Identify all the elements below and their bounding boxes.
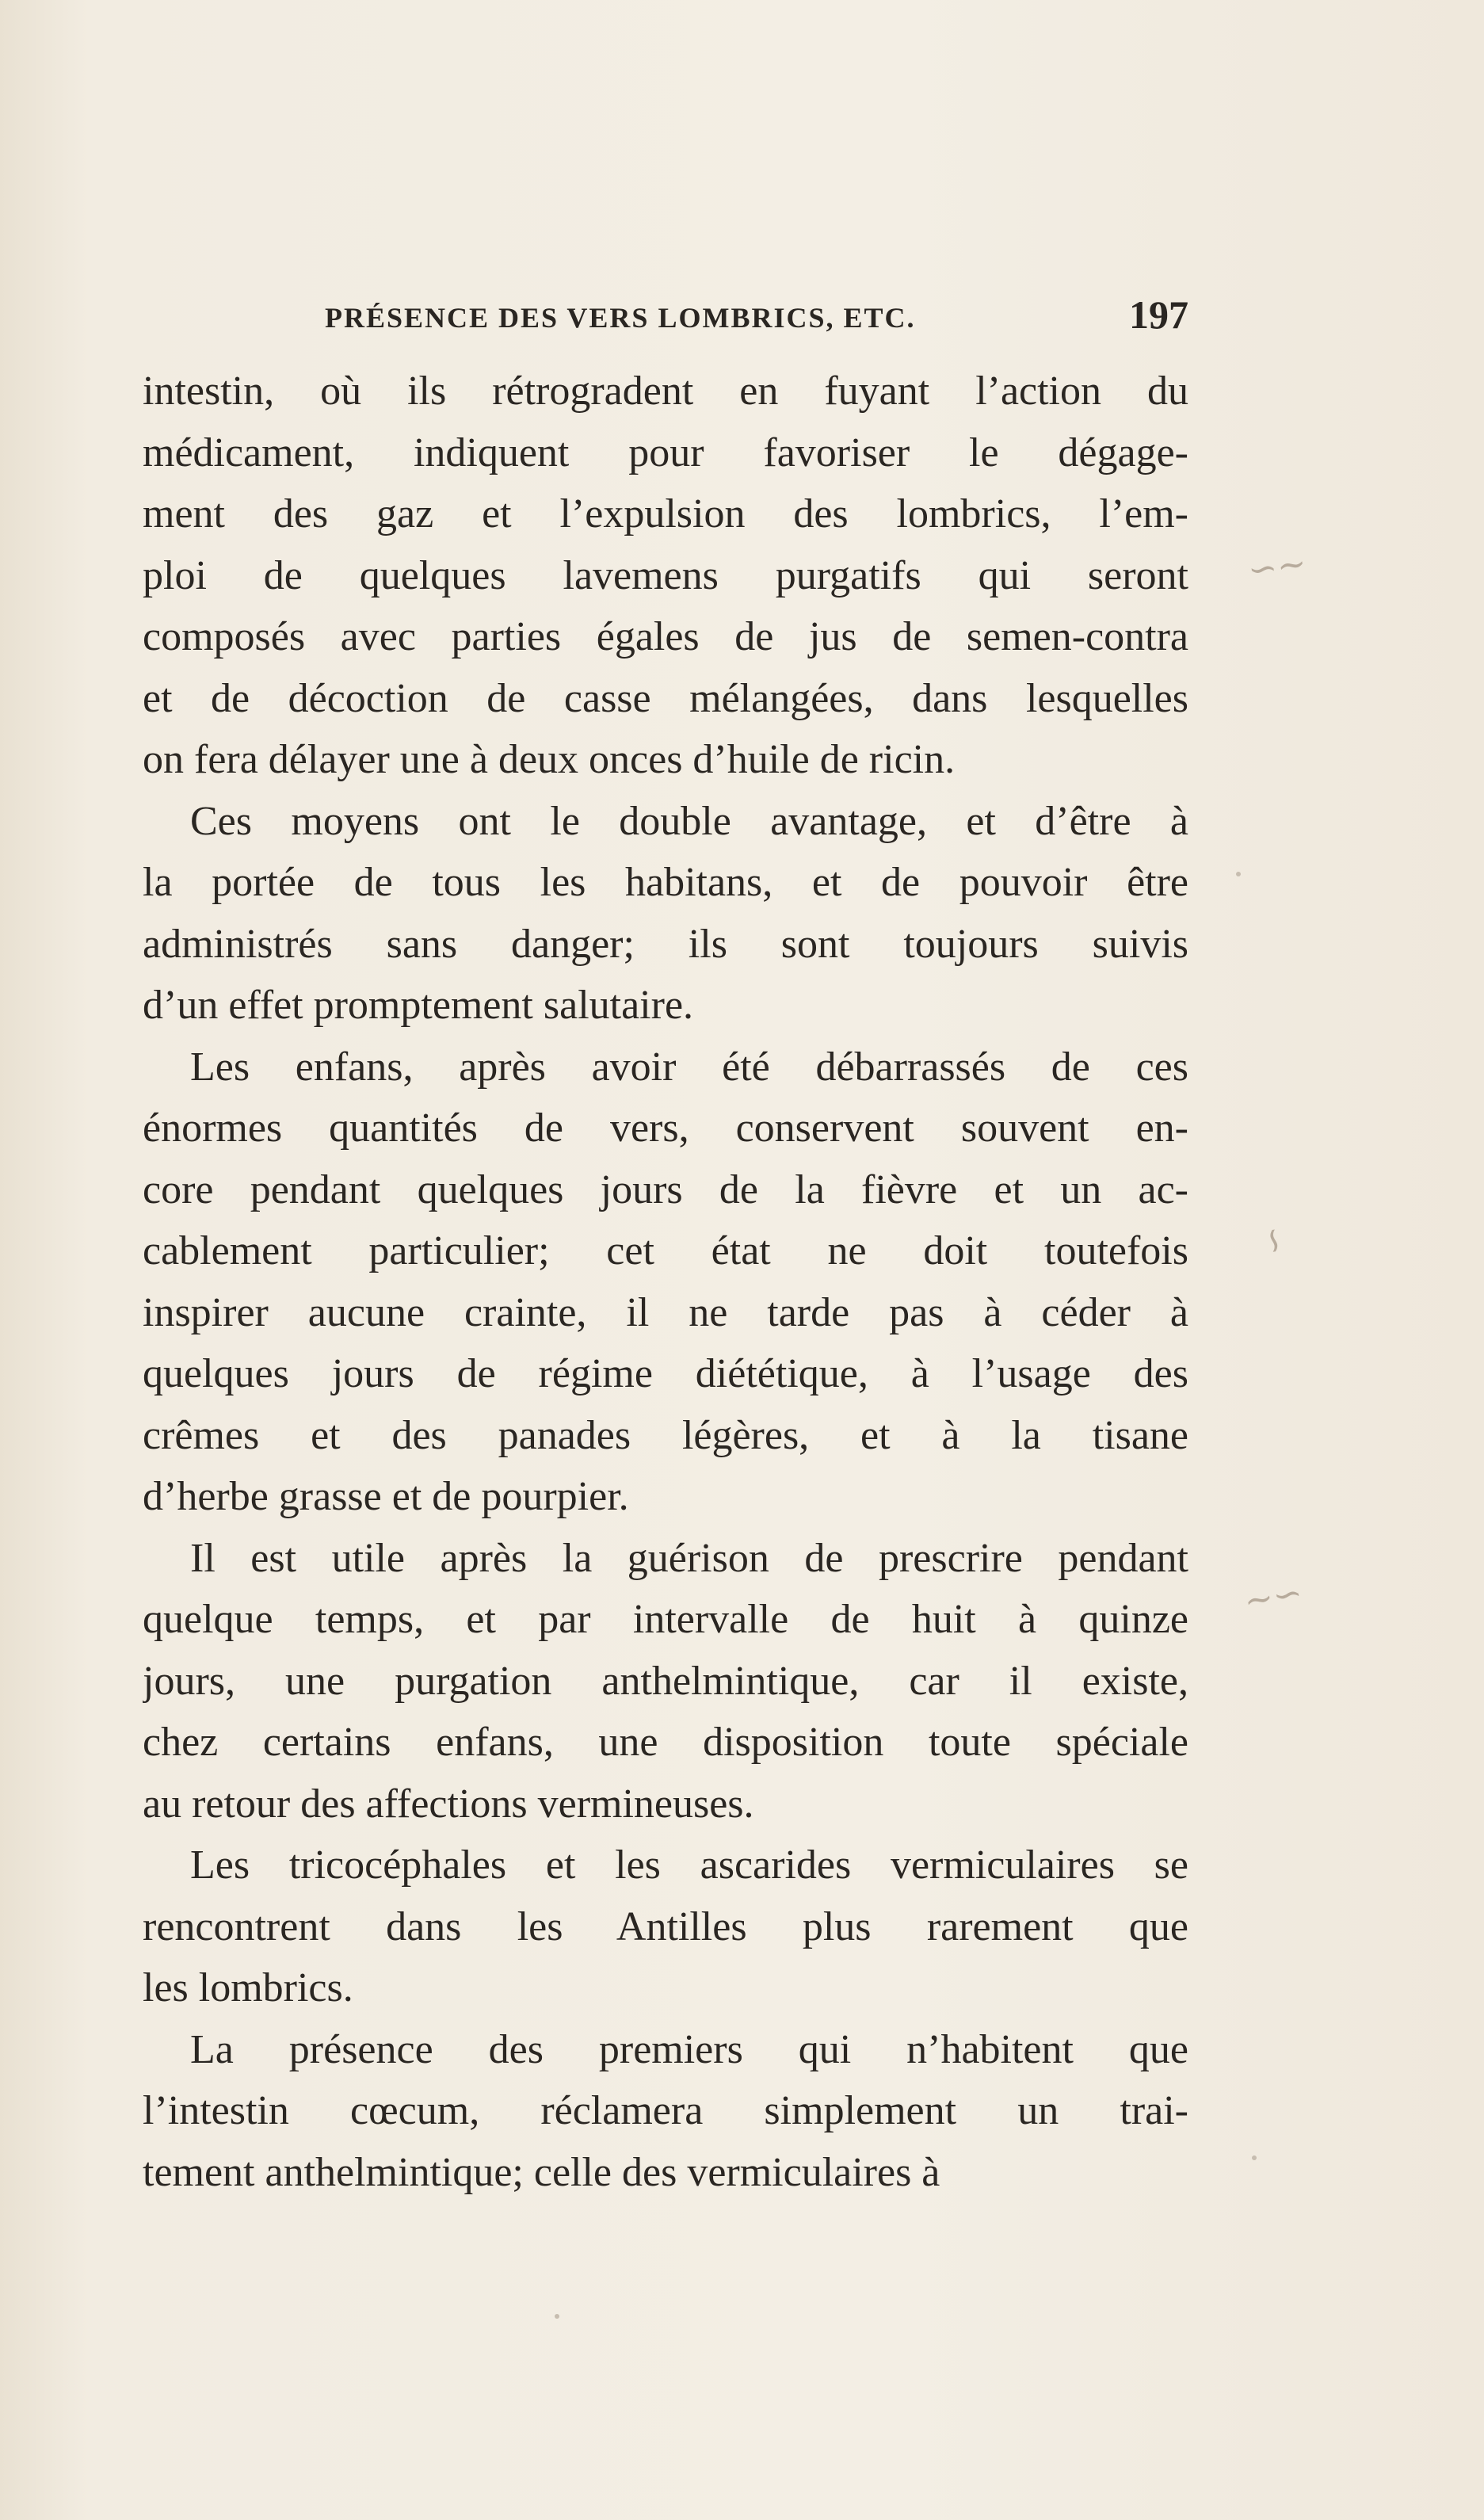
text-line: composés avec parties égales de jus de semen-contra (143, 614, 1188, 659)
paper-speck (555, 2314, 559, 2319)
text-line: énormes quantités de vers, conservent souvent en- (143, 1105, 1188, 1151)
text-line: et de décoction de casse mélangées, dans lesquelles (143, 675, 1188, 721)
page-header (143, 292, 1188, 347)
body-text (143, 361, 1188, 2203)
page-number: 197 (1129, 292, 1188, 337)
text-line: Les enfans, après avoir été débarrassés de ces (190, 1044, 1188, 1090)
text-line: crêmes et des panades légères, et à la tisane (143, 1412, 1188, 1458)
text-line: l’intestin cœcum, réclamera simplement un trai- (143, 2088, 1188, 2133)
paragraph (143, 1528, 1188, 1835)
text-line: cablement particulier; cet état ne doit toutefois (143, 1228, 1188, 1273)
text-line: ment des gaz et l’expulsion des lombrics, l’em- (143, 491, 1188, 536)
text-line: d’un effet promptement salutaire. (143, 983, 694, 1028)
text-line: core pendant quelques jours de la fièvre et un ac- (143, 1166, 1188, 1212)
paragraph (143, 2019, 1188, 2204)
paragraph (143, 791, 1188, 1037)
paragraph (143, 361, 1188, 791)
paper-speck (1252, 2155, 1257, 2160)
text-line: Ces moyens ont le double avantage, et d’être à (190, 798, 1188, 844)
text-line: Il est utile après la guérison de prescrire pendant (190, 1535, 1188, 1581)
text-line: chez certains enfans, une disposition toute spéciale (143, 1720, 1188, 1765)
text-line: Les tricocéphales et les ascarides vermiculaires se (190, 1842, 1188, 1888)
text-line: la portée de tous les habitans, et de pouvoir être (143, 860, 1188, 905)
margin-bleed-mark: ∽ (1252, 1222, 1297, 1259)
text-line: au retour des affections vermineuses. (143, 1781, 754, 1827)
text-line: inspirer aucune crainte, il ne tarde pas à céder à (143, 1289, 1188, 1335)
text-line: jours, une purgation anthelmintique, car il existe, (143, 1658, 1188, 1704)
text-line: administrés sans danger; ils sont toujours suivis (143, 921, 1188, 967)
text-line: quelque temps, et par intervalle de huit à quinze (143, 1597, 1188, 1642)
paragraph (143, 1037, 1188, 1528)
text-line: d’herbe grasse et de pourpier. (143, 1474, 629, 1519)
text-line: rencontrent dans les Antilles plus rarement que (143, 1903, 1188, 1949)
paper-speck (1236, 872, 1241, 876)
text-line: les lombrics. (143, 1965, 353, 2010)
text-line: La présence des premiers qui n’habitent que (190, 2026, 1188, 2072)
text-line: médicament, indiquent pour favoriser le dégage- (143, 430, 1188, 475)
text-line: ploi de quelques lavemens purgatifs qui seront (143, 552, 1188, 598)
margin-bleed-mark: ∽∼ (1245, 543, 1309, 591)
running-title: PRÉSENCE DES VERS LOMBRICS, ETC. (325, 302, 916, 334)
margin-bleed-mark: ∼∽ (1241, 1571, 1306, 1623)
text-line: intestin, où ils rétrogradent en fuyant l’action du (143, 368, 1188, 414)
text-line: on fera délayer une à deux onces d’huile de ricin. (143, 737, 956, 782)
paragraph (143, 1835, 1188, 2019)
text-line: tement anthelmintique; celle des vermiculaires à (143, 2149, 940, 2195)
text-line: quelques jours de régime diététique, à l’usage des (143, 1351, 1188, 1396)
